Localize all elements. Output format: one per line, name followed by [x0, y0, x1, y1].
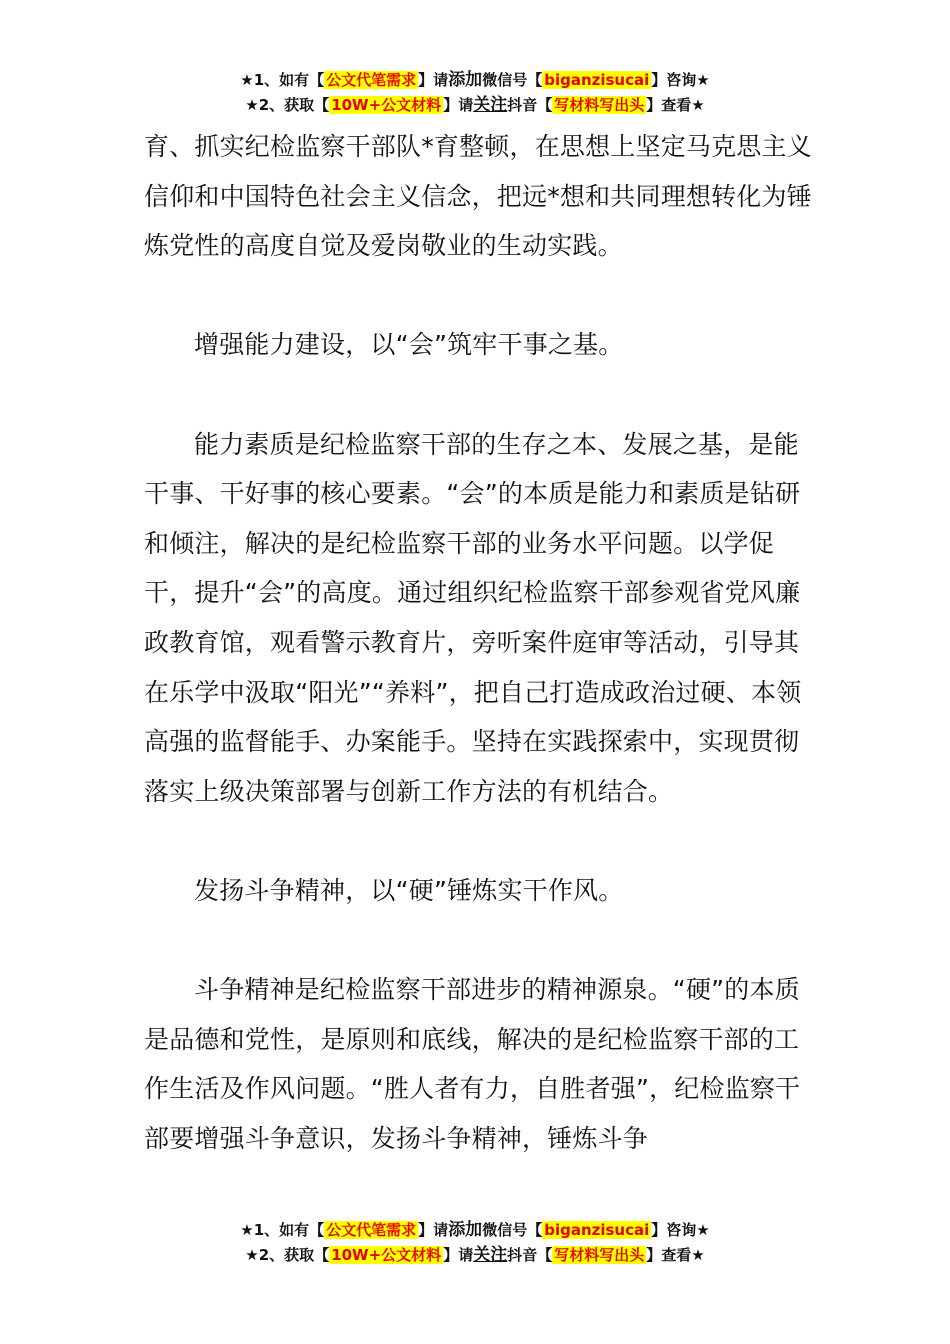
section-heading-1: 增强能力建设，以“会”筑牢干事之基。 [194, 330, 624, 360]
footer-banner-line-2: ★2、获取【 10W+公文材料 】请关注抖音【 写材料写出头 】查看★ [245, 1245, 705, 1265]
header-banner [0, 68, 950, 118]
document-body [144, 122, 814, 1163]
highlight-douyin: 写材料写出头 [554, 96, 645, 114]
paragraph-3: 斗争精神是纪检监察干部进步的精神源泉。“硬”的本质是品德和党性，是原则和底线，解决的是纪检监察干部的工作生活及作风问题。“胜人者有力，自胜者强”，纪检监察干部要增强斗争意识，发扬斗争精神，锤炼斗争 [144, 975, 801, 1153]
highlight-materials: 10W+公文材料 [331, 96, 442, 114]
highlight-wechat-id: biganzisucai [544, 71, 650, 89]
banner-line-2: ★2、获取【 10W+公文材料 】请关注抖音【 写材料写出头 】查看★ [245, 95, 705, 115]
highlight-service: 公文代笔需求 [326, 71, 417, 89]
banner-line-1: ★1、如有【 公文代笔需求 】请添加微信号【 biganzisucai 】咨询★ [240, 70, 710, 90]
paragraph-1: 育、抓实纪检监察干部队*育整顿，在思想上坚定马克思主义信仰和中国特色社会主义信念，把远*想和共同理想转化为锤炼党性的高度自觉及爱岗敬业的生动实践。 [144, 132, 812, 261]
section-heading-2: 发扬斗争精神，以“硬”锤炼实干作风。 [194, 875, 624, 905]
footer-banner [0, 1218, 950, 1268]
footer-banner-line-1: ★1、如有【 公文代笔需求 】请添加微信号【 biganzisucai 】咨询★ [240, 1220, 710, 1240]
paragraph-2: 能力素质是纪检监察干部的生存之本、发展之基，是能干事、干好事的核心要素。“会”的本质是能力和素质是钻研和倾注，解决的是纪检监察干部的业务水平问题。以学促干，提升“会”的高度。通过组织纪检监察干部参观省党风廉政教育馆，观看警示教育片，旁听案件庭审等活动，引导其在乐学中汲取“阳光”“养料”，把自己打造成政治过硬、本领高强的监督能手、办案能手。坚持在实践探索中，实现贯彻落实上级决策部署与创新工作方法的有机结合。 [144, 429, 802, 806]
